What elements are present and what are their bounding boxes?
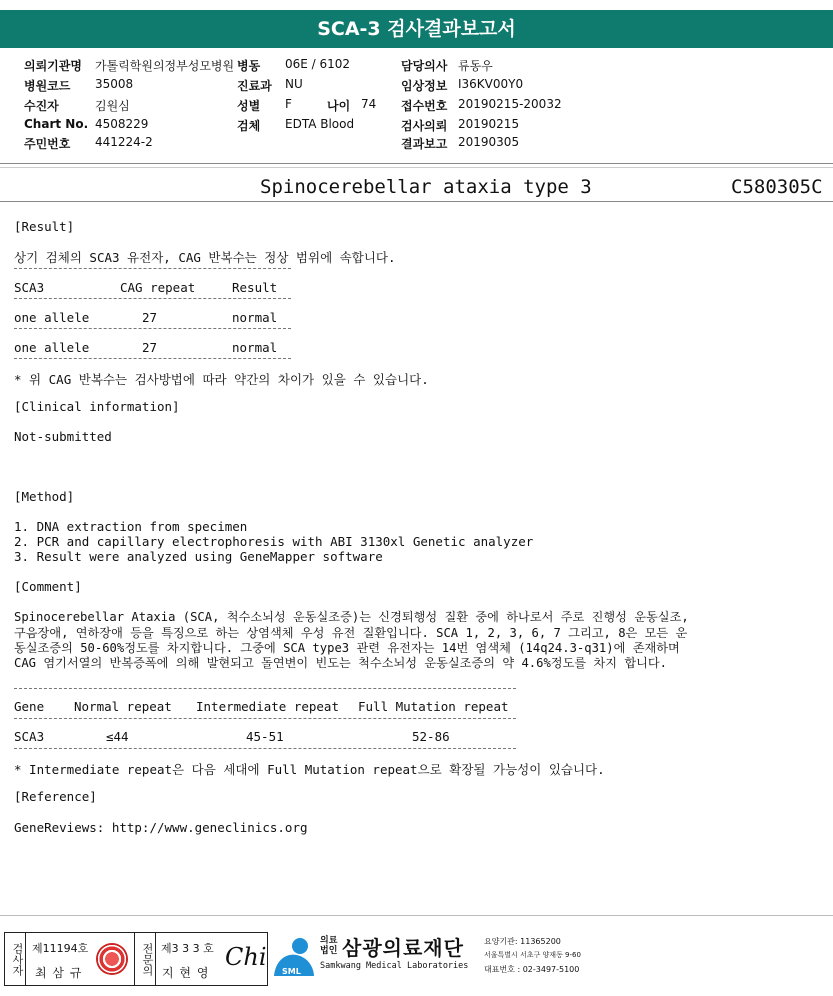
org-name: 삼광의료재단 (342, 936, 464, 960)
method-item-3: 3. Result were analyzed using GeneMapper software (14, 549, 383, 564)
report-title-bar (0, 10, 833, 48)
clinical-text: Not-submitted (14, 429, 112, 444)
table-divider (14, 328, 291, 329)
result-note: * 위 CAG 반복수는 검사방법에 따라 약간의 차이가 있을 수 있습니다. (14, 372, 429, 387)
result-row-1-result: normal (232, 310, 278, 325)
sml-logo-text: SML (282, 967, 301, 976)
result-row-2-allele: one allele (14, 340, 90, 355)
repeat-note: * Intermediate repeat은 다음 세대에 Full Mutation repeat으로 확장될 가능성이 있습니다. (14, 762, 605, 777)
reference-heading: [Reference] (14, 789, 97, 804)
footer-divider (0, 915, 833, 916)
result-row-1-repeat: 27 (142, 310, 158, 325)
title-divider (0, 201, 833, 202)
value-ward: 06E / 6102 (285, 57, 351, 71)
method-heading: [Method] (14, 489, 75, 504)
report-header-title: SCA-3 검사결과보고서 (317, 18, 516, 40)
label-specimen: 검체 (237, 119, 261, 133)
comment-line-2: 구음장애, 연하장애 등을 특징으로 하는 상염색체 우성 유전 질환입니다. SCA 1, 2, 3, 6, 7 그리고, 8은 모든 운 (14, 626, 688, 640)
clinical-heading: [Clinical information] (14, 399, 180, 414)
label-ward: 병동 (237, 59, 261, 73)
result-summary: 상기 검체의 SCA3 유전자, CAG 반복수는 정상 범위에 속합니다. (14, 250, 396, 265)
result-row-1-allele: one allele (14, 310, 90, 325)
label-receipt-number: 접수번호 (401, 99, 448, 113)
table-divider (14, 268, 291, 269)
examiner-label: 검사자 (5, 933, 26, 985)
value-patient: 김원심 (95, 99, 130, 113)
test-code: C580305C (731, 176, 823, 198)
label-test-request: 검사의뢰 (401, 119, 448, 133)
table-divider (14, 718, 516, 719)
label-chart-no: Chart No. (24, 117, 89, 131)
value-requesting-institution: 가톨릭학원의정부성모병원 (95, 59, 235, 73)
footer (0, 930, 833, 990)
org-prefix: 의료법인 (320, 936, 338, 956)
org-english-name: Samkwang Medical Laboratories (320, 961, 469, 971)
comment-line-4: CAG 염기서열의 반복증폭에 의해 발현되고 돌연변이 빈도는 척수소뇌성 운동실조증의 약 4.6%정도를 차지 합니다. (14, 656, 667, 670)
repeat-col-header-gene: Gene (14, 699, 45, 714)
examiner-name: 최 삼 규 (35, 966, 83, 980)
org-contact-2: 서울특별시 서초구 양재동 9-60 (484, 951, 581, 959)
value-result-report: 20190305 (458, 135, 520, 149)
repeat-row-full-mutation: 52-86 (412, 729, 450, 744)
result-col-header-result: Result (232, 280, 278, 295)
header-divider (0, 163, 833, 164)
comment-heading: [Comment] (14, 579, 82, 594)
value-chart-no: 4508229 (95, 117, 149, 131)
value-receipt-number: 20190215-20032 (458, 97, 562, 111)
label-patient: 수진자 (24, 99, 59, 113)
value-doctor: 류동우 (458, 59, 493, 73)
org-contact-1: 요양기관: 11365200 (484, 937, 561, 946)
label-sex: 성별 (237, 99, 261, 113)
value-clinical-info: I36KV00Y0 (458, 77, 524, 91)
label-result-report: 결과보고 (401, 137, 448, 151)
value-department: NU (285, 77, 303, 91)
repeat-col-header-intermediate: Intermediate repeat (196, 699, 339, 714)
label-department: 진료과 (237, 79, 272, 93)
value-test-request: 20190215 (458, 117, 520, 131)
specialist-label: 전문의 (134, 933, 156, 985)
method-item-1: 1. DNA extraction from specimen (14, 519, 248, 534)
table-divider (14, 748, 516, 749)
sml-logo-icon (270, 932, 318, 980)
examiner-seal-icon (96, 943, 128, 975)
reference-text: GeneReviews: http://www.geneclinics.org (14, 820, 308, 835)
value-specimen: EDTA Blood (285, 117, 355, 131)
value-sex: F (285, 97, 292, 111)
comment-line-1: Spinocerebellar Ataxia (SCA, 척수소뇌성 운동실조증)는 신경퇴행성 질환 중에 하나로서 주로 진행성 운동실조, (14, 610, 689, 624)
label-hospital-code: 병원코드 (24, 79, 71, 93)
specialist-license-no: 제3 3 3 호 (161, 942, 214, 955)
signature-box (4, 932, 268, 986)
repeat-row-gene: SCA3 (14, 729, 45, 744)
table-divider (14, 298, 291, 299)
value-hospital-code: 35008 (95, 77, 134, 91)
comment-line-3: 동실조증의 50-60%정도를 차지합니다. 그중에 SCA type3 관련 유전자는 14번 염색체 (14q24.3-q31)에 존재하며 (14, 641, 680, 655)
label-clinical-info: 임상정보 (401, 79, 448, 93)
result-col-header-repeat: CAG repeat (120, 280, 196, 295)
test-title: Spinocerebellar ataxia type 3 (260, 176, 592, 198)
repeat-row-normal: ≤44 (106, 729, 129, 744)
result-heading: [Result] (14, 219, 75, 234)
value-resident-number: 441224-2 (95, 135, 153, 149)
table-divider (14, 358, 291, 359)
label-doctor: 담당의사 (401, 59, 448, 73)
specialist-signature: Chi (225, 943, 267, 971)
label-resident-number: 주민번호 (24, 137, 71, 151)
header-divider-secondary (0, 167, 833, 168)
method-item-2: 2. PCR and capillary electrophoresis with ABI 3130xl Genetic analyzer (14, 534, 534, 549)
repeat-col-header-full-mutation: Full Mutation repeat (358, 699, 509, 714)
result-row-2-repeat: 27 (142, 340, 158, 355)
specialist-name: 지 현 영 (162, 966, 210, 980)
label-requesting-institution: 의뢰기관명 (24, 59, 82, 73)
result-col-header-gene: SCA3 (14, 280, 45, 295)
table-divider (14, 688, 516, 689)
repeat-row-intermediate: 45-51 (246, 729, 284, 744)
repeat-col-header-normal: Normal repeat (74, 699, 172, 714)
value-age: 74 (361, 97, 377, 111)
result-row-2-result: normal (232, 340, 278, 355)
examiner-license-no: 제11194호 (32, 942, 89, 955)
org-contact-3: 대표번호 : 02-3497-5100 (484, 965, 580, 974)
label-age: 나이 (327, 99, 351, 113)
